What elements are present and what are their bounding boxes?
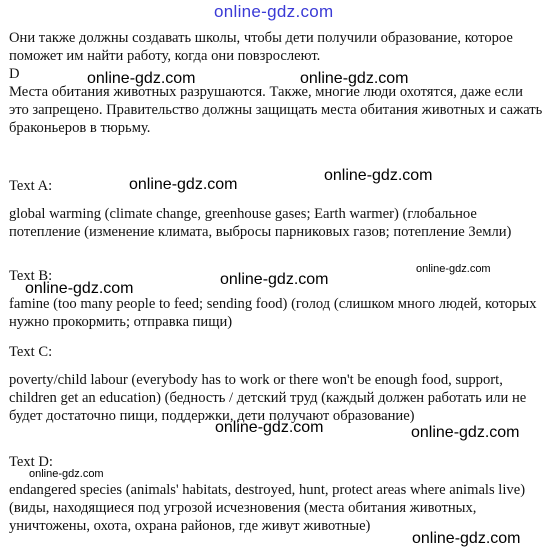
watermark: online-gdz.com — [300, 70, 409, 87]
watermark: online-gdz.com — [324, 167, 433, 184]
watermark: online-gdz.com — [29, 468, 104, 480]
watermark: online-gdz.com — [412, 530, 521, 547]
watermark: online-gdz.com — [416, 263, 491, 275]
text-c-label: Text C: — [9, 344, 53, 360]
watermark: online-gdz.com — [129, 176, 238, 193]
text-d-body: endangered species (animals' habitats, destroyed, hunt, protect areas where animals live) (виды, находящиеся под угрозой исчезновения (места обитания животных, уничтожены, охота, охрана районов, где живут животные) — [9, 482, 526, 534]
paragraph-schools: Они также должны создавать школы, чтобы дети получили образование, которое поможет им найти работу, когда они повзрослеют. — [9, 30, 513, 64]
watermark: online-gdz.com — [25, 280, 134, 297]
text-b-body: famine (too many people to feed; sending food) (голод (слишком много людей, которых нужно прокормить; отправка пищи) — [9, 296, 537, 330]
text-d-label: Text D: — [9, 454, 53, 470]
watermark: online-gdz.com — [215, 419, 324, 436]
text-c-body: poverty/child labour (everybody has to work or there won't be enough food, support, children get an education) (бедность / детский труд (каждый должен работать или не будет достаточно пищи, поддержки, дети получают образование) — [9, 372, 527, 424]
watermark: online-gdz.com — [411, 424, 520, 441]
text-b-label: Text B: — [9, 268, 53, 284]
header-watermark: online-gdz.com — [214, 2, 334, 21]
text-a-label: Text A: — [9, 178, 53, 194]
section-letter-d: D — [9, 66, 20, 82]
watermark: online-gdz.com — [220, 271, 329, 288]
watermark: online-gdz.com — [87, 70, 196, 87]
paragraph-habitats: Места обитания животных разрушаются. Также, многие люди охотятся, даже если это запрещено. Правительство должны защищать места обитания животных и сажать браконьеров в тюрьму. — [9, 84, 543, 136]
text-a-body: global warming (climate change, greenhouse gases; Earth warmer) (глобальное потепление (изменение климата, выбросы парниковых газов; потепление Земли) — [9, 206, 512, 240]
